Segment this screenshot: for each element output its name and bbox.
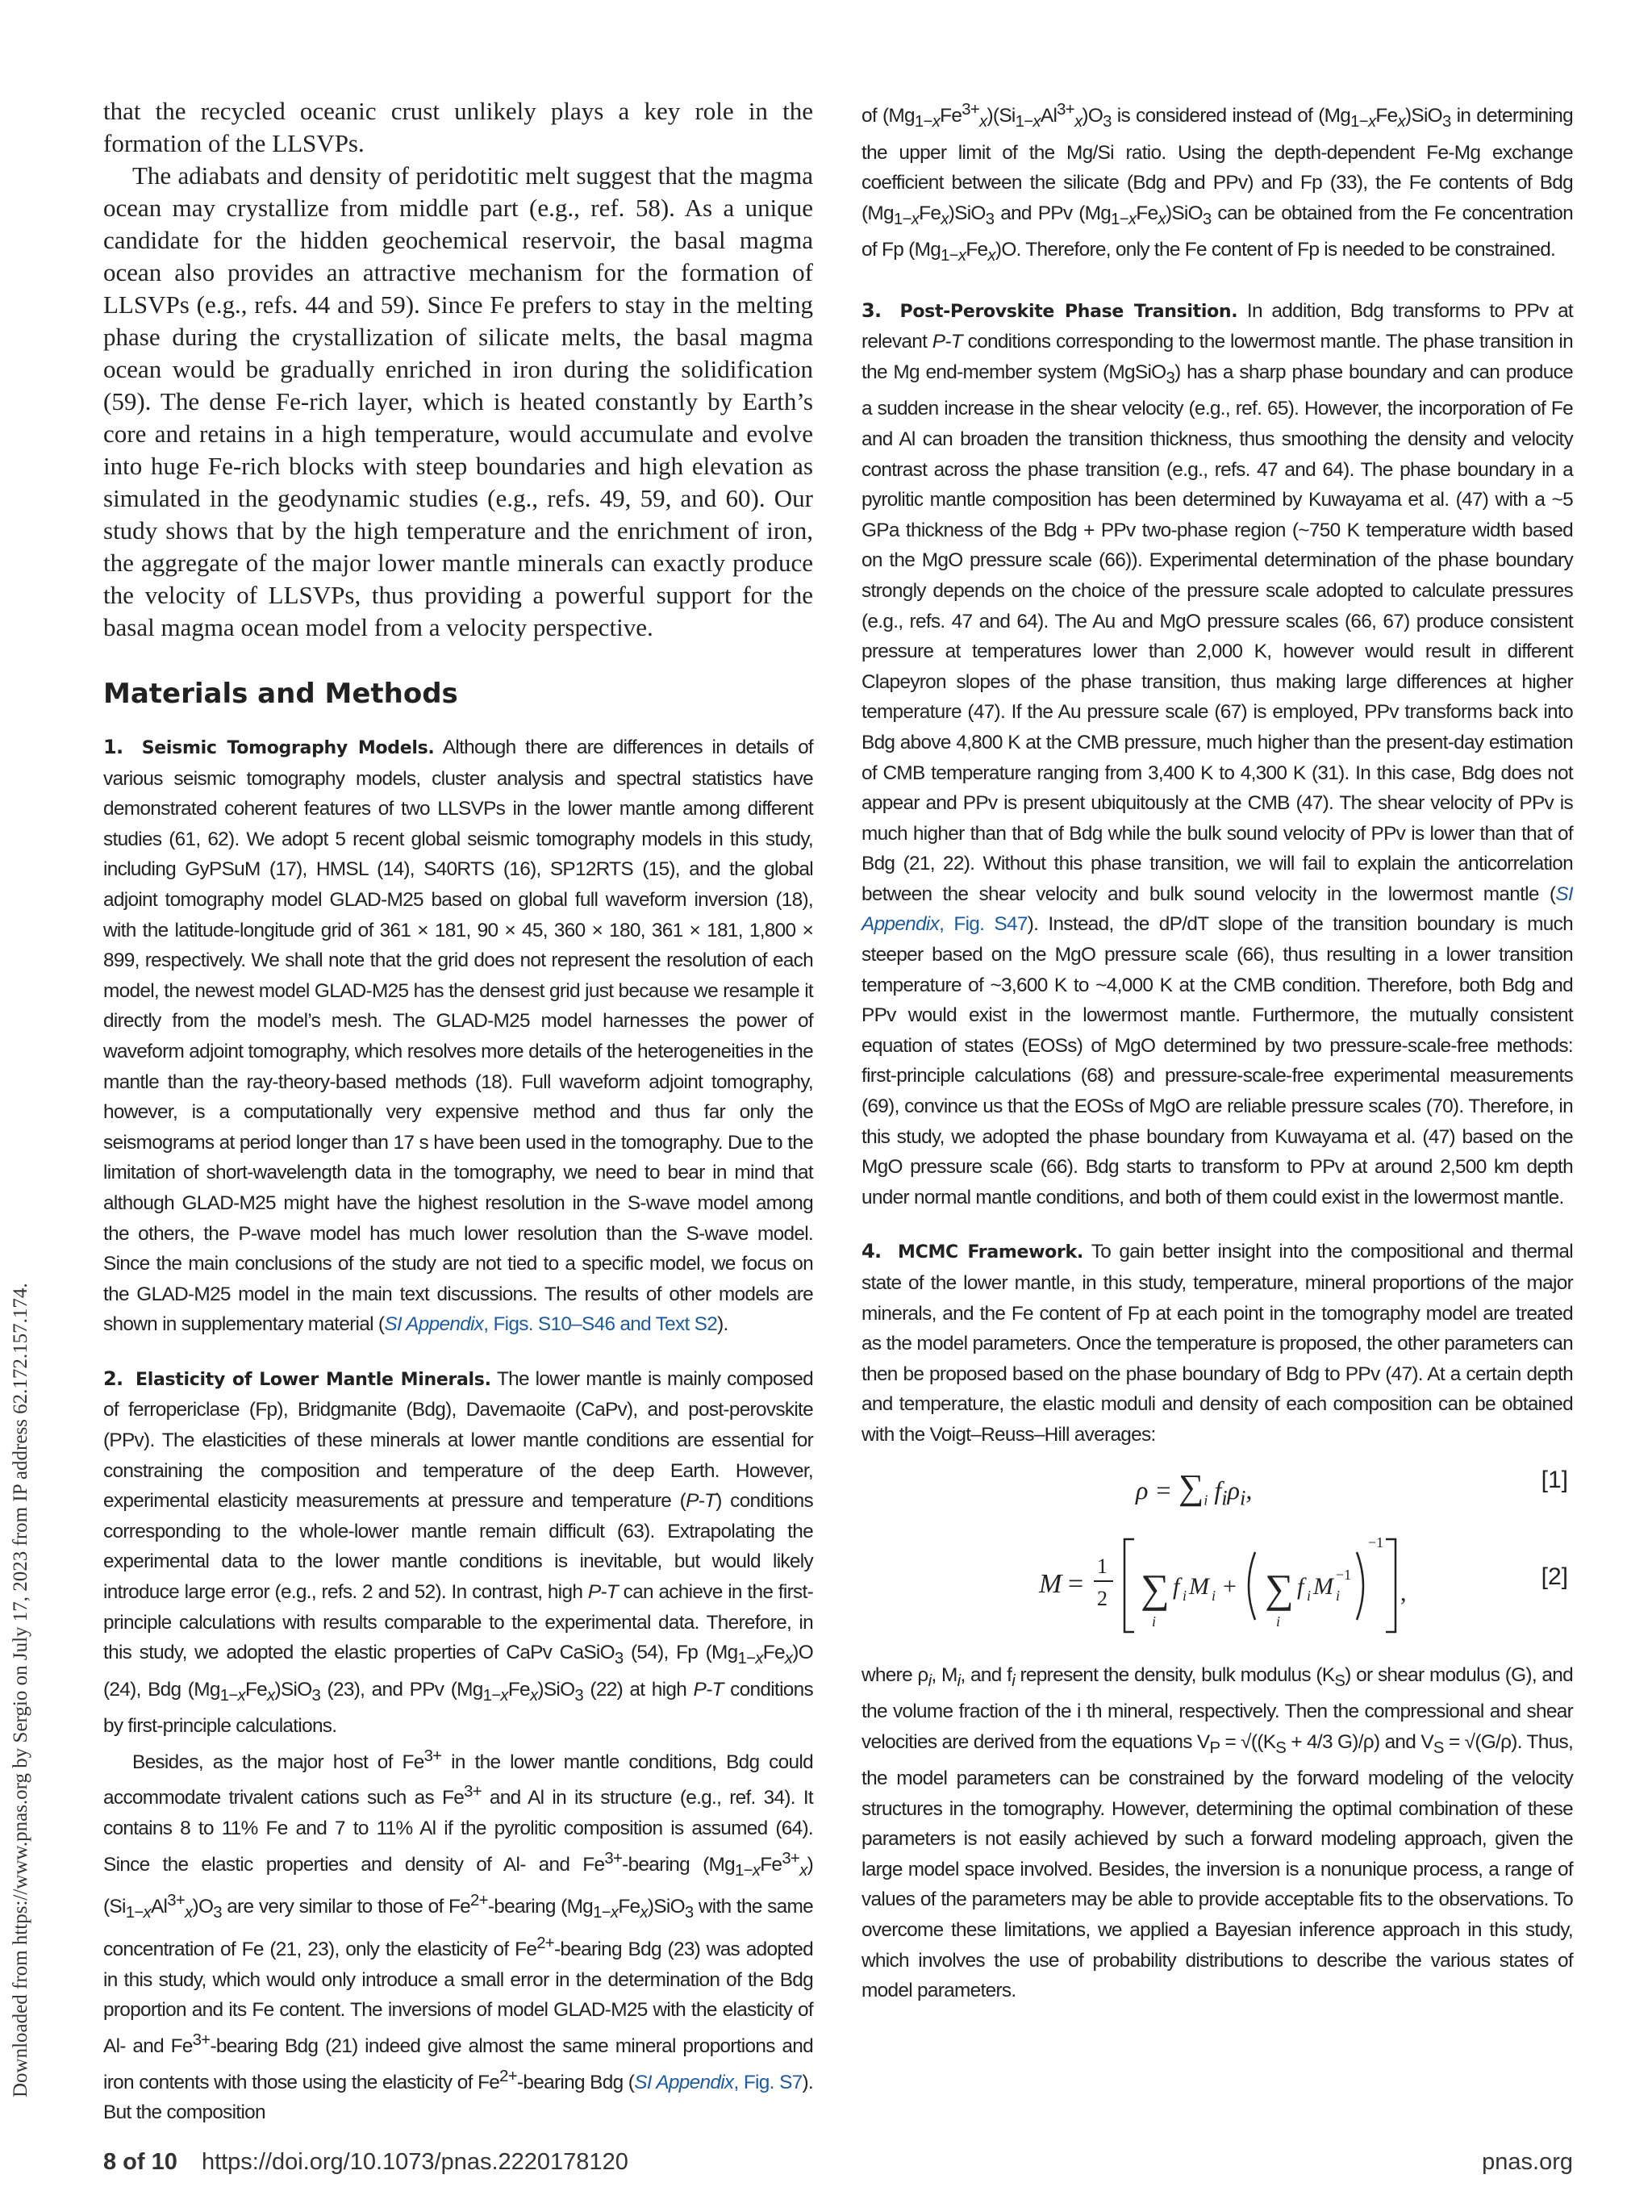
subsection-seismic-tomography [103, 732, 813, 1340]
svg-text:i: i [1183, 1587, 1187, 1604]
svg-text:f: f [1297, 1572, 1304, 1600]
paragraph: 4. MCMC Framework. To gain better insight into the compositional and thermal state of the lower mantle, in this study, temperature, mineral proportions of the major minerals, and the Fe content of Fp at each point in the tomography model are treated as the model parameters. Once the temperature is proposed, the other parameters can then be proposed based on the phase boundary of Bdg to PPv (47). At a certain depth and temperature, the elastic moduli and density of each composition can be obtained with the Voigt–Reuss–Hill averages: [861, 1240, 1573, 1446]
paragraph: of $(Mg_{1-x}Fe^{3+}_x)(Si_{1-x}Al^{3+}_x)O_3$ is considered instead of $(Mg_{1-x}Fe_x)SiO_3$ in determining the upper limit of the Mg/Si ratio. Using the depth-dependent Fe-Mg exchange coefficient between the silicate (Bdg and PPv) and Fp (33), the Fe contents of Bdg $(Mg_{1-x}Fe_x)SiO_3$ and PPv $(Mg_{1-x}Fe_x)SiO_3$ can be obtained from the Fe concentration of Fp $(Mg_{1-x}Fe_x)O$. Therefore, only the Fe content of Fp is needed to be constrained. [861, 101, 1573, 265]
svg-text:M: M [1039, 1568, 1062, 1599]
equation-1 [861, 1462, 1573, 1507]
equation-number: [2] [1541, 1563, 1568, 1590]
svg-text:=: = [1068, 1568, 1084, 1599]
svg-text:2: 2 [1097, 1586, 1108, 1610]
svg-text:i: i [1276, 1613, 1281, 1630]
svg-text:1: 1 [1097, 1554, 1108, 1578]
subsection-title: Elasticity of Lower Mantle Minerals. [135, 1369, 491, 1390]
page-footer [103, 2149, 1573, 2176]
download-notice: Downloaded from https://www.pnas.org by Sergio on July 17, 2023 from IP address 62.172.157.174. [10, 1283, 31, 2097]
equation-number: [1] [1541, 1466, 1568, 1493]
svg-text:i: i [1212, 1587, 1216, 1604]
site-link[interactable]: pnas.org [1482, 2149, 1573, 2175]
paragraph: The adiabats and density of peridotitic melt suggest that the magma ocean may crystallize from middle part (e.g., ref. 58). As a unique candidate for the hidden geochemical reservoir, the basal magma ocean also provides an attractive mechanism for the formation of LLSVPs (e.g., refs. 44 and 59). Since Fe prefers to stay in the melting phase during the crystallization of silicate melts, the basal magma ocean would be gradually enriched in iron during the solidification (59). The dense Fe-rich layer, which is heated constantly by Earth’s core and retains in a high temperature, would accumulate and evolve into huge Fe-rich blocks with steep boundaries and high elevation as simulated in the geodynamic studies (e.g., refs. 49, 59, and 60). Our study shows that by the high temperature and the enrichment of iron, the aggregate of the major lower mantle minerals can exactly produce the velocity of LLSVPs, thus providing a powerful support for the basal magma ocean model from a velocity perspective. [103, 161, 813, 641]
svg-text:+: + [1223, 1572, 1237, 1600]
paragraph: Besides, as the major host of $Fe^{3+}$ in the lower mantle conditions, Bdg could accommodate trivalent cations such as $Fe^{3+}$ and Al in its structure (e.g., ref. 34). It contains 8 to 11% Fe and 7 to 11% Al if the pyrolitic composition is assumed (64). Since the elastic properties and density of Al- and $Fe^{3+}$-bearing $(Mg_{1-x}Fe^{3+}_x)(Si_{1-x}Al^{3+}_x)O_3$ are very similar to those of $Fe^{2+}$-bearing $(Mg_{1-x}Fe_x)SiO_3$ with the same concentration of Fe (21, 23), only the elasticity of $Fe^{2+}$-bearing Bdg (23) was adopted in this study, which would only introduce a small error in the determination of the Bdg proportion and its Fe content. The inversions of model GLAD-M25 with the elasticity of Al- and $Fe^{3+}$-bearing Bdg (21) indeed give almost the same mineral proportions and iron contents with those using the elasticity of $Fe^{2+}$-bearing Bdg (SI Appendix, Fig. S7). But the composition [103, 1747, 814, 2124]
page-number: 8 of 10 [103, 2149, 177, 2175]
equation-vrh-average [1031, 1523, 1450, 1651]
left-column [103, 95, 813, 2152]
subsection-number: 3. [861, 298, 882, 322]
subsection-number: 2. [103, 1367, 123, 1390]
equation-density: $\rho = \sum_i$ $f_i\rho_i$, [1136, 1467, 1253, 1509]
paragraph: 2. Elasticity of Lower Mantle Minerals. The lower mantle is mainly composed of ferropericlase (Fp), Bridgmanite (Bdg), Davemaoite (CaPv), and post-perovskite (PPv). The elasticities of these minerals at lower mantle conditions are essential for constraining the composition and temperature of the deep Earth. However, experimental elasticity measurements at pressure and temperature (P-T) conditions corresponding to the whole-lower mantle remain difficult (63). Extrapolating the experimental data to the lower mantle conditions is inevitable, but would likely introduce large error (e.g., refs. 2 and 52). In contrast, high P-T can achieve in the first-principle calculations with results comparable to the experimental data. Therefore, in this study, we adopted the elastic properties of CaPv CaSiO$_3$ (54), Fp $(Mg_{1-x}Fe_x)O$ (24), Bdg $(Mg_{1-x}Fe_x)SiO_3$ (23), and PPv $(Mg_{1-x}Fe_x)SiO_3$ (22) at high P-T conditions by first-principle calculations. [103, 1367, 814, 1738]
svg-text:−1: −1 [1368, 1534, 1384, 1550]
right-column [861, 95, 1573, 2030]
subsection-number: 4. [861, 1240, 882, 1263]
doi-link[interactable]: https://doi.org/10.1073/pnas.2220178120 [201, 2149, 628, 2175]
si-figure-link[interactable]: , Fig. S47 [939, 913, 1028, 936]
subsection-elasticity [103, 1364, 813, 2128]
si-appendix-link[interactable]: SI Appendix [861, 883, 1573, 936]
vrh-equation-graphic [1031, 1523, 1450, 1644]
si-appendix-link[interactable]: SI Appendix [384, 1313, 484, 1336]
si-appendix-link[interactable]: SI Appendix [634, 2071, 734, 2093]
section-heading: Materials and Methods [103, 678, 458, 710]
continuation-paragraph [861, 95, 1573, 272]
paragraph: 1. Seismic Tomography Models. Although there are differences in details of various seismic tomography models, cluster analysis and spectral statistics have demonstrated coherent features of two LLSVPs in the lower mantle among different studies (61, 62). We adopt 5 recent global seismic tomography models in this study, including GyPSuM (17), HMSL (14), S40RTS (16), SP12RTS (15), and the global adjoint tomography model GLAD-M25 based on global full waveform inversion (18), with the latitude-longitude grid of 361 × 181, 90 × 45, 360 × 180, 361 × 181, 1,800 × 899, respectively. We shall note that the grid does not represent the resolution of each model, the newest model GLAD-M25 has the densest grid just because we resample it directly from the model’s mesh. The GLAD-M25 model harnesses the power of waveform adjoint tomography, which resolves more details of the heterogeneities in the mantle than the ray-theory-based methods (18). Full waveform adjoint tomography, however, is a computationally very expensive method and thus far only the seismograms at period longer than 17 s have been used in the tomography. Due to the limitation of short-wavelength data in the tomography, we need to bear in mind that although GLAD-M25 might have the highest resolution in the S-wave model among the others, the P-wave model has much lower resolution than the S-wave model. Since the main conclusions of the study are not tied to a specific model, we focus on the GLAD-M25 model in the main text discussions. The results of other models are shown in supplementary material (SI Appendix, Figs. S10–S46 and Text S2). [103, 736, 814, 1336]
svg-text:i: i [1307, 1587, 1312, 1604]
svg-text:M: M [1189, 1572, 1209, 1600]
equation-2 [861, 1523, 1573, 1644]
svg-text:i: i [1152, 1613, 1157, 1630]
svg-text:f: f [1173, 1572, 1180, 1600]
paragraph: 3. Post-Perovskite Phase Transition. In addition, Bdg transforms to PPv at relevant P-T conditions corresponding to the lowermost mantle. The phase transition in the Mg end-member system (MgSiO$_3$) has a sharp phase boundary and can produce a sudden increase in the shear velocity (e.g., ref. 65). However, the incorporation of Fe and Al can broaden the transition thickness, thus smoothing the density and velocity contrast across the phase transition (e.g., refs. 47 and 64). The phase boundary in a pyrolitic mantle composition has been determined by Kuwayama et al. (47) with a ~5 GPa thickness of the Bdg + PPv two-phase region (~750 K temperature width based on the MgO pressure scale (66)). Experimental determination of the phase boundary strongly depends on the choice of the pressure scale adopted to calculate pressures (e.g., refs. 47 and 64). The Au and MgO pressure scales (66, 67) produce consistent pressure at temperatures lower than 2,000 K, however would result in different Clapeyron slopes of the phase transition, thus making large differences at higher temperature (47). If the Au pressure scale (67) is employed, PPv transforms back into Bdg above 4,800 K at the CMB pressure, much higher than the present-day estimation of CMB temperature ranging from 3,400 K to 4,300 K (31). In this case, Bdg does not appear and PPv is present ubiquitously at the CMB (47). The shear velocity of PPv is much higher than that of Bdg while the bulk sound velocity of PPv is lower than that of Bdg (21, 22). Without this phase transition, we will fail to explain the anticorrelation between the shear velocity and bulk sound velocity in the lowermost mantle (SI Appendix, Fig. S47). Instead, the dP/dT slope of the transition boundary is much steeper based on the MgO pressure scale (66), thus resulting in a lower transition temperature of ~3,600 K to ~4,000 K at the CMB condition. Therefore, both Bdg and PPv would exist in the lowermost mantle. Furthermore, the mutually consistent equation of states (EOSs) of MgO determined by two pressure-scale-free methods: first-principle calculations (68) and pressure-scale-free experimental measurements (69), convince us that the EOSs of MgO are reliable pressure scales (70). Therefore, in this study, we adopted the phase boundary from Kuwayama et al. (47) based on the MgO pressure scale (66). Bdg starts to transform to PPv at around 2,500 km depth under normal mantle conditions, and both of them could exist in the lowermost mantle. [861, 298, 1574, 1208]
subsection-title: Seismic Tomography Models. [141, 738, 435, 758]
subsection-mcmc [861, 1237, 1573, 2005]
svg-text:∑: ∑ [1141, 1565, 1170, 1611]
svg-text:,: , [1400, 1579, 1407, 1606]
paragraph: where $\rho_i$, $M_i$, and $f_i$ represent the density, bulk modulus $(K_S)$ or shear modulus (G), and the volume fraction of the i th mineral, respectively. Then the compressional and shear velocities are derived from the equations $V_P = √((K_S + 4/3$ G)/ρ) and $V_S = √(G/\rho)$. Thus, the model parameters can be constrained by the forward modeling of the velocity structures in the tomography. However, determining the optimal combination of these parameters is not easily achieved by such a forward modeling approach, given the large model space involved. Besides, the inversion is a nonunique process, a range of values of the parameters may be able to provide acceptable fits to the observations. To overcome these limitations, we applied a Bayesian inference approach in this study, which involves the use of probability distributions to describe the various states of model parameters. [861, 1663, 1574, 2002]
subsection-title: Post-Perovskite Phase Transition. [899, 301, 1238, 322]
svg-text:∑: ∑ [1265, 1565, 1294, 1611]
si-figure-link[interactable]: , Fig. S7 [733, 2071, 803, 2093]
svg-text:i: i [1336, 1587, 1341, 1604]
paragraph: that the recycled oceanic crust unlikely plays a key role in the formation of the LLSVPs. [103, 97, 813, 157]
subsection-number: 1. [103, 736, 123, 758]
subsection-title: MCMC Framework. [898, 1242, 1083, 1263]
si-figures-link[interactable]: , Figs. S10–S46 and Text S2 [483, 1313, 718, 1336]
subsection-ppv-transition [861, 296, 1573, 1213]
svg-text:−1: −1 [1336, 1566, 1352, 1583]
svg-text:M: M [1313, 1572, 1333, 1600]
